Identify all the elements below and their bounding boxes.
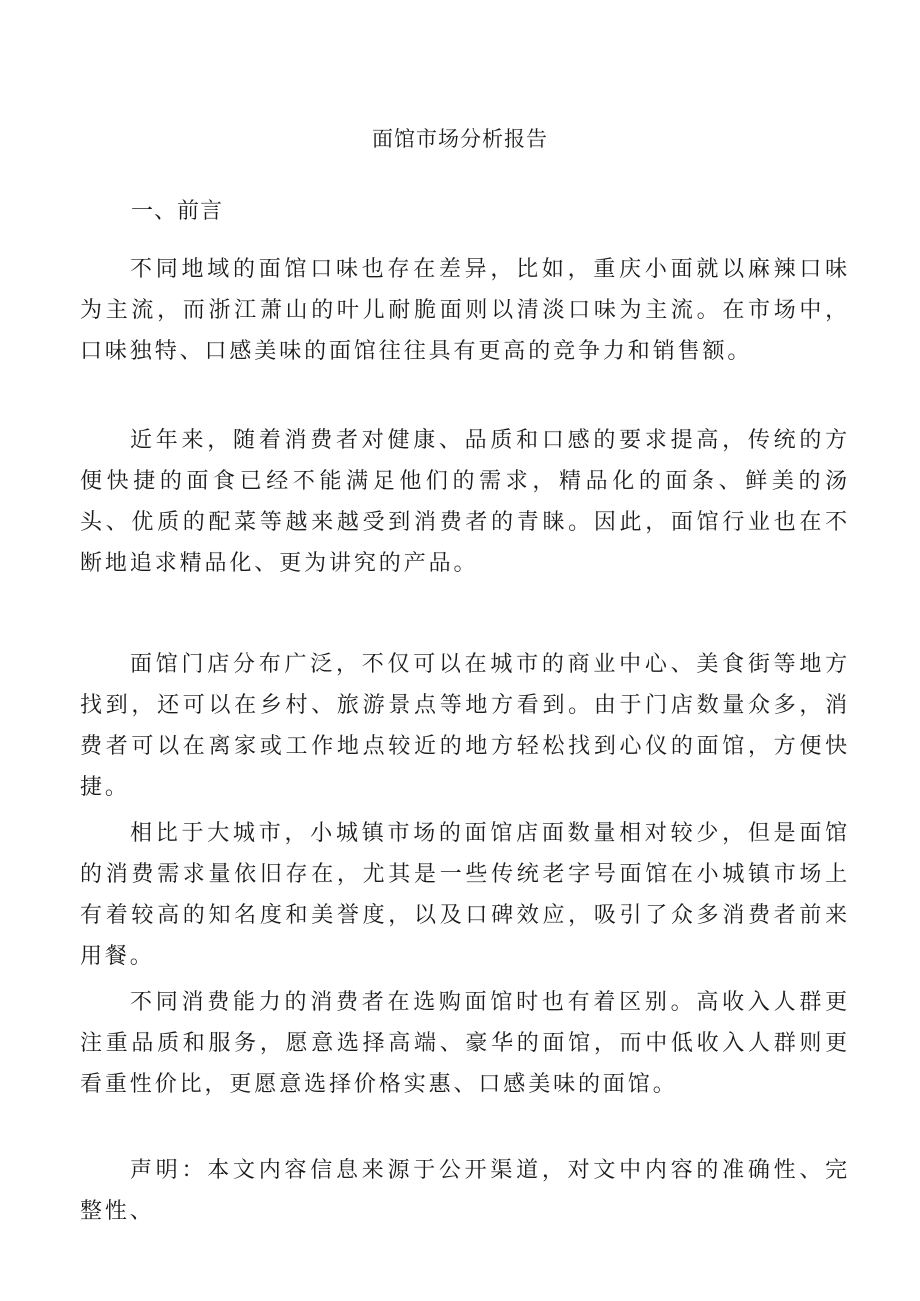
document-title: 面馆市场分析报告	[372, 127, 548, 151]
paragraph-consumer-segments: 不同消费能力的消费者在选购面馆时也有着区别。高收入人群更注重品质和服务，愿意选择高端、豪华的面馆，而中低收入人群则更看重性价比，更愿意选择价格实惠、口感美味的面馆。	[80, 990, 850, 1097]
section-heading: 一、前言	[131, 199, 224, 224]
paragraph-disclaimer: 声明：本文内容信息来源于公开渠道，对文中内容的准确性、完整性、	[80, 1158, 850, 1224]
paragraph-small-town-market: 相比于大城市，小城镇市场的面馆店面数量相对较少，但是面馆的消费需求量依旧存在，尤其是一些传统老字号面馆在小城镇市场上有着较高的知名度和美誉度，以及口碑效应，吸引了众多消费者前来用餐。	[80, 821, 850, 969]
paragraph-regional-taste: 不同地域的面馆口味也存在差异，比如，重庆小面就以麻辣口味为主流，而浙江萧山的叶儿耐脆面则以清淡口味为主流。在市场中，口味独特、口感美味的面馆往往具有更高的竞争力和销售额。	[80, 257, 850, 364]
paragraph-consumer-trends: 近年来，随着消费者对健康、品质和口感的要求提高，传统的方便快捷的面食已经不能满足他们的需求，精品化的面条、鲜美的汤头、优质的配菜等越来越受到消费者的青睐。因此，面馆行业也在不断地追求精品化、更为讲究的产品。	[80, 428, 850, 576]
paragraph-store-distribution: 面馆门店分布广泛，不仅可以在城市的商业中心、美食街等地方找到，还可以在乡村、旅游景点等地方看到。由于门店数量众多，消费者可以在离家或工作地点较近的地方轻松找到心仪的面馆，方便快捷。	[80, 652, 850, 800]
